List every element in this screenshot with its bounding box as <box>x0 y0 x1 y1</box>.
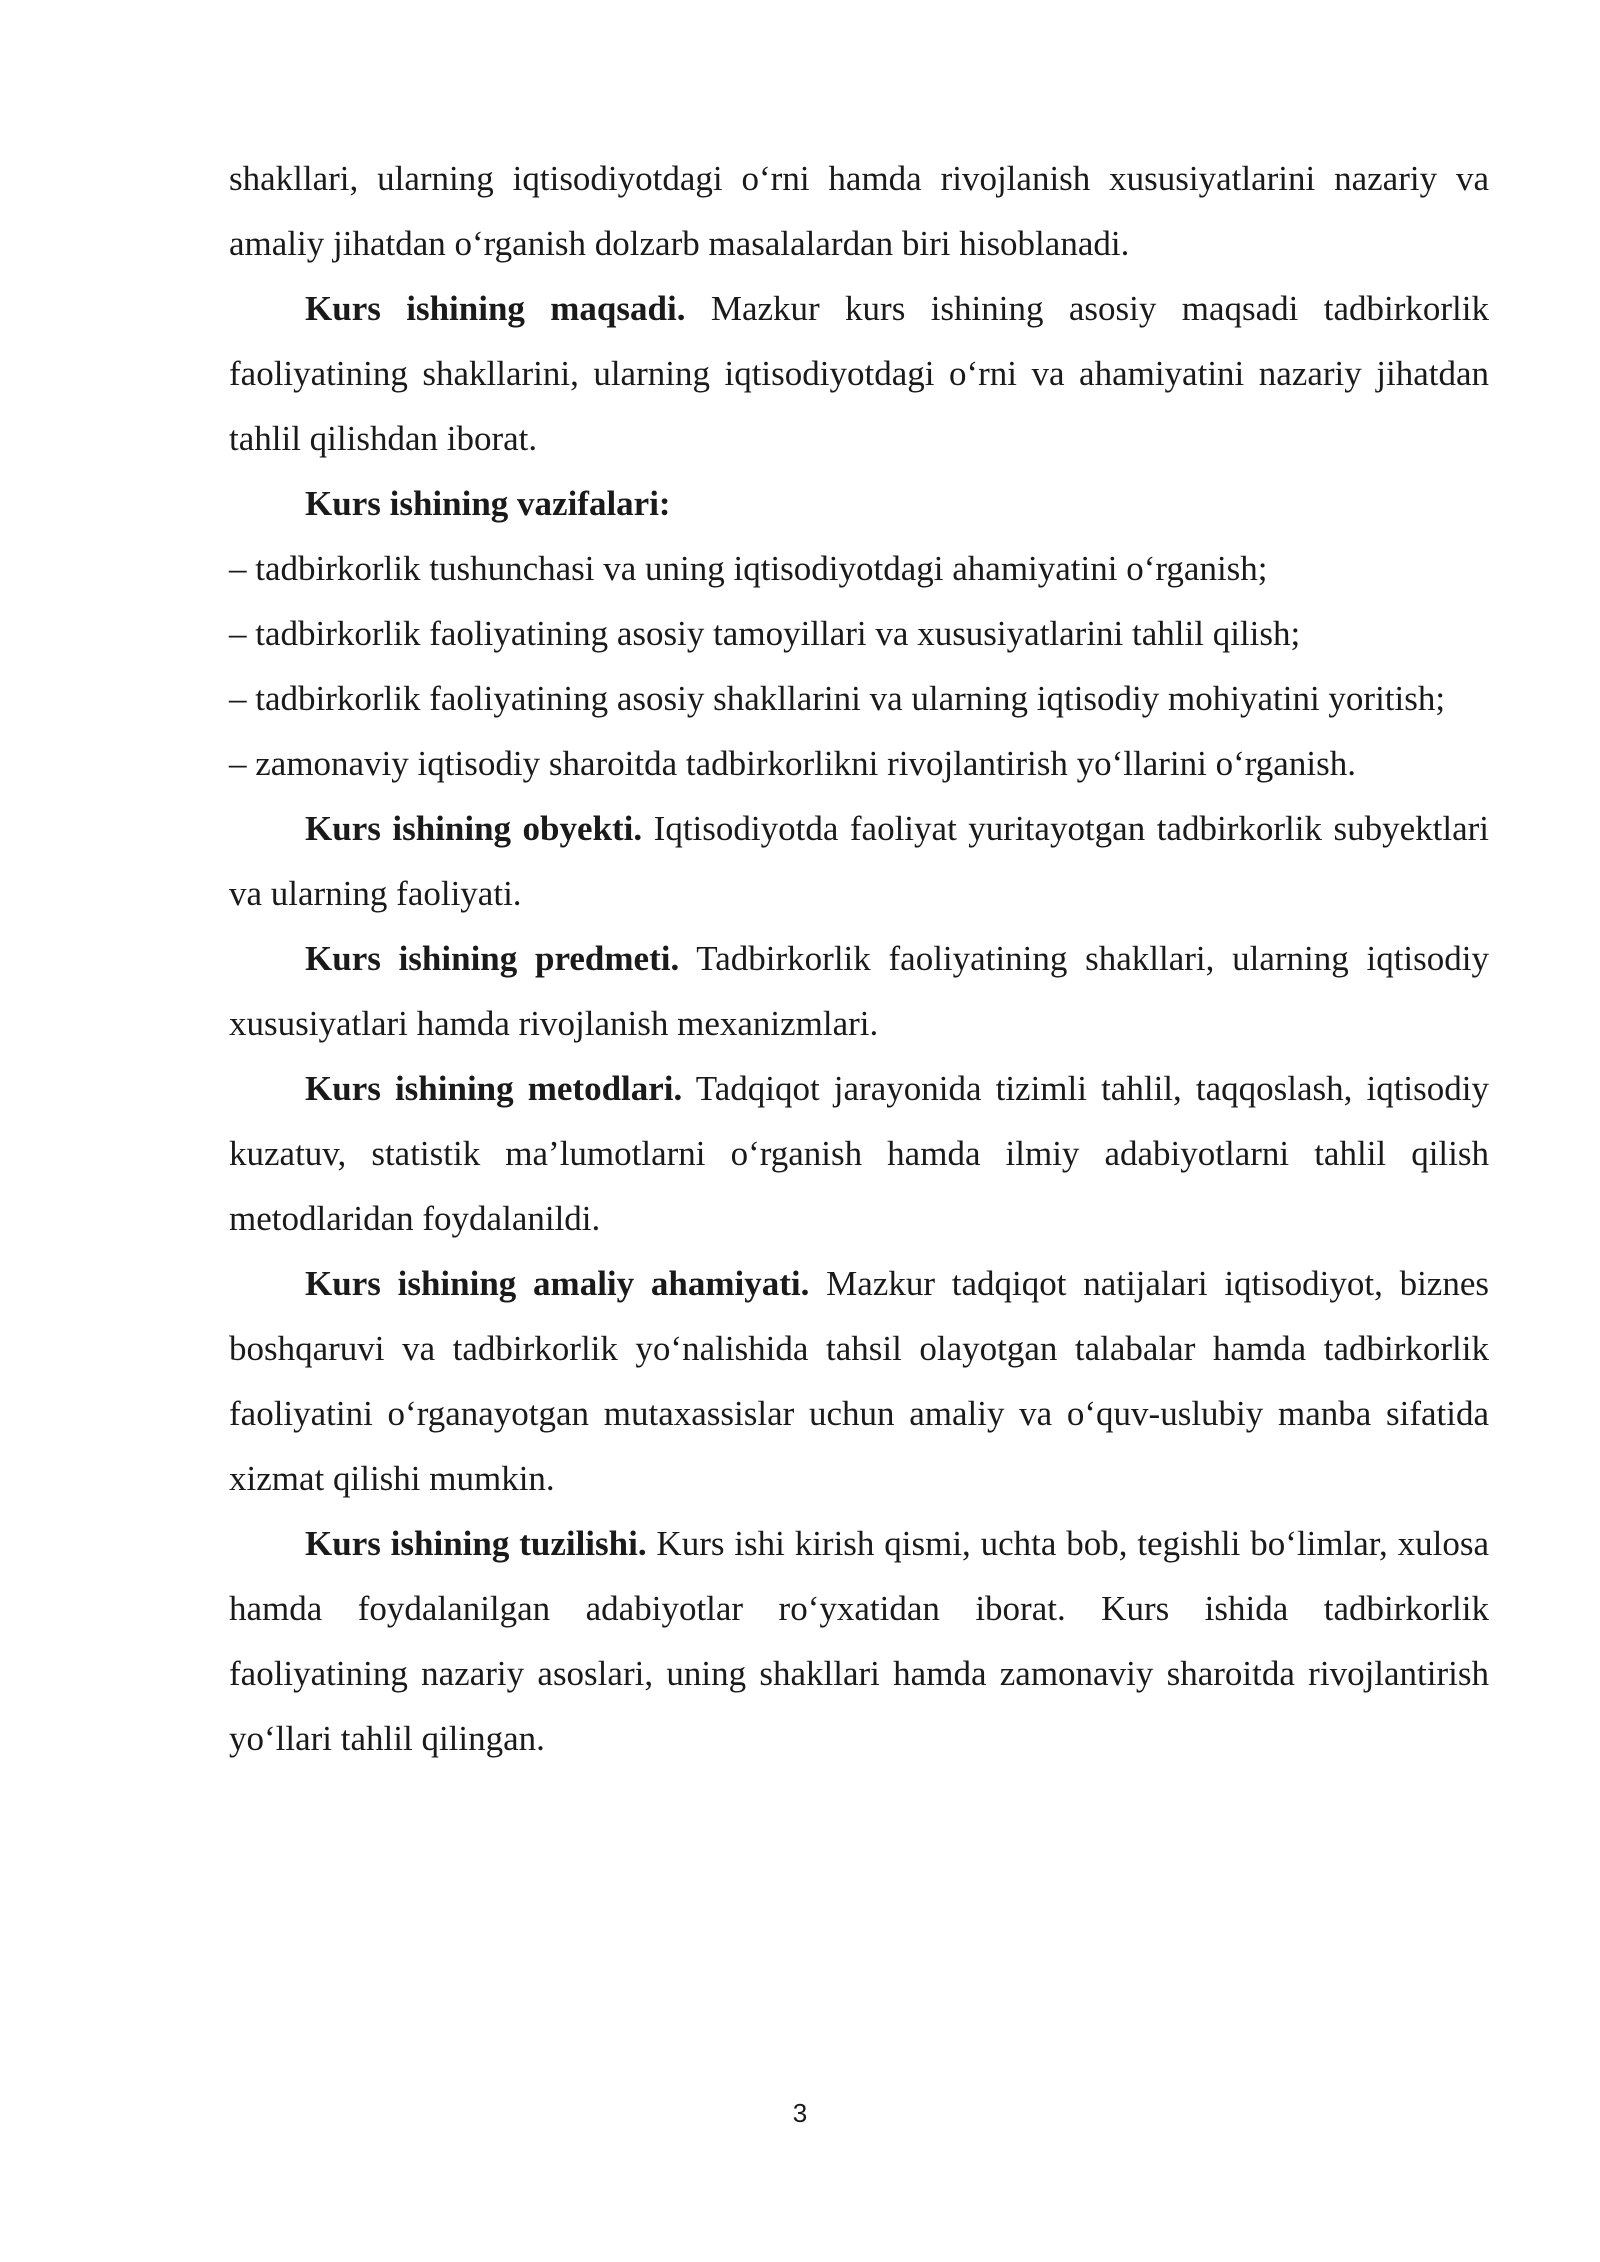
intro-paragraph: shakllari, ularning iqtisodiyotdagi o‘rni hamda rivojlanish xususiyatlarini nazariy va amaliy jihatdan o‘rganish dolzarb masalalardan biri hisoblanadi. <box>229 159 1489 263</box>
document-body <box>229 146 1489 1771</box>
object-text: Iqtisodiyotda faoliyat yuritayotgan tadbirkorlik subyektlari va ularning faoliyati. <box>229 809 1489 913</box>
structure-text: Kurs ishi kirish qismi, uchta bob, tegishli bo‘limlar, xulosa hamda foydalanilgan adabiyotlar ro‘yxatidan iborat. Kurs ishida tadbirkorlik faoliyatining nazariy asoslari, uning shakllari hamda zamonaviy sharoitda rivojlantirish yo‘llari tahlil qilingan. <box>229 1524 1490 1758</box>
task-item: – tadbirkorlik faoliyatining asosiy tamoyillari va xususiyatlarini tahlil qilish; <box>229 614 1301 653</box>
task-item: – tadbirkorlik faoliyatining asosiy shakllarini va ularning iqtisodiy mohiyatini yoritish; <box>229 679 1446 718</box>
object-paragraph <box>229 796 1489 926</box>
goal-text: Mazkur kurs ishining asosiy maqsadi tadbirkorlik faoliyatining shakllarini, ularning iqtisodiyotdagi o‘rni va ahamiyatini nazariy jihatdan tahlil qilishdan iborat. <box>229 289 1490 458</box>
methods-paragraph <box>229 1056 1489 1251</box>
goal-paragraph <box>229 276 1489 471</box>
practical-value-heading: Kurs ishining amaliy ahamiyati. <box>305 1264 810 1303</box>
object-heading: Kurs ishining obyekti. <box>305 809 643 848</box>
goal-heading: Kurs ishining maqsadi. <box>305 289 686 328</box>
task-item: – zamonaviy iqtisodiy sharoitda tadbirkorlikni rivojlantirish yo‘llarini o‘rganish. <box>229 744 1356 783</box>
subject-heading: Kurs ishining predmeti. <box>305 939 680 978</box>
subject-text: Tadbirkorlik faoliyatining shakllari, ularning iqtisodiy xususiyatlari hamda rivojlanish mexanizmlari. <box>229 939 1489 1043</box>
structure-heading: Kurs ishining tuzilishi. <box>305 1524 647 1563</box>
structure-paragraph <box>229 1511 1489 1771</box>
subject-paragraph <box>229 926 1489 1056</box>
tasks-heading: Kurs ishining vazifalari: <box>305 484 671 523</box>
practical-value-paragraph <box>229 1251 1489 1511</box>
methods-heading: Kurs ishining metodlari. <box>305 1069 683 1108</box>
methods-text: Tadqiqot jarayonida tizimli tahlil, taqqoslash, iqtisodiy kuzatuv, statistik ma’lumotlarni o‘rganish hamda ilmiy adabiyotlarni tahlil qilish metodlaridan foydalanildi. <box>229 1069 1489 1238</box>
page-number: 3 <box>792 2098 808 2128</box>
practical-value-text: Mazkur tadqiqot natijalari iqtisodiyot, biznes boshqaruvi va tadbirkorlik yo‘nalishida tahsil olayotgan talabalar hamda tadbirkorlik faoliyatini o‘rganayotgan mutaxassislar uchun amaliy va o‘quv-uslubiy manba sifatida xizmat qilishi mumkin. <box>229 1264 1489 1498</box>
tasks-heading-paragraph <box>229 471 1489 536</box>
task-item: – tadbirkorlik tushunchasi va uning iqtisodiyotdagi ahamiyatini o‘rganish; <box>229 549 1268 588</box>
